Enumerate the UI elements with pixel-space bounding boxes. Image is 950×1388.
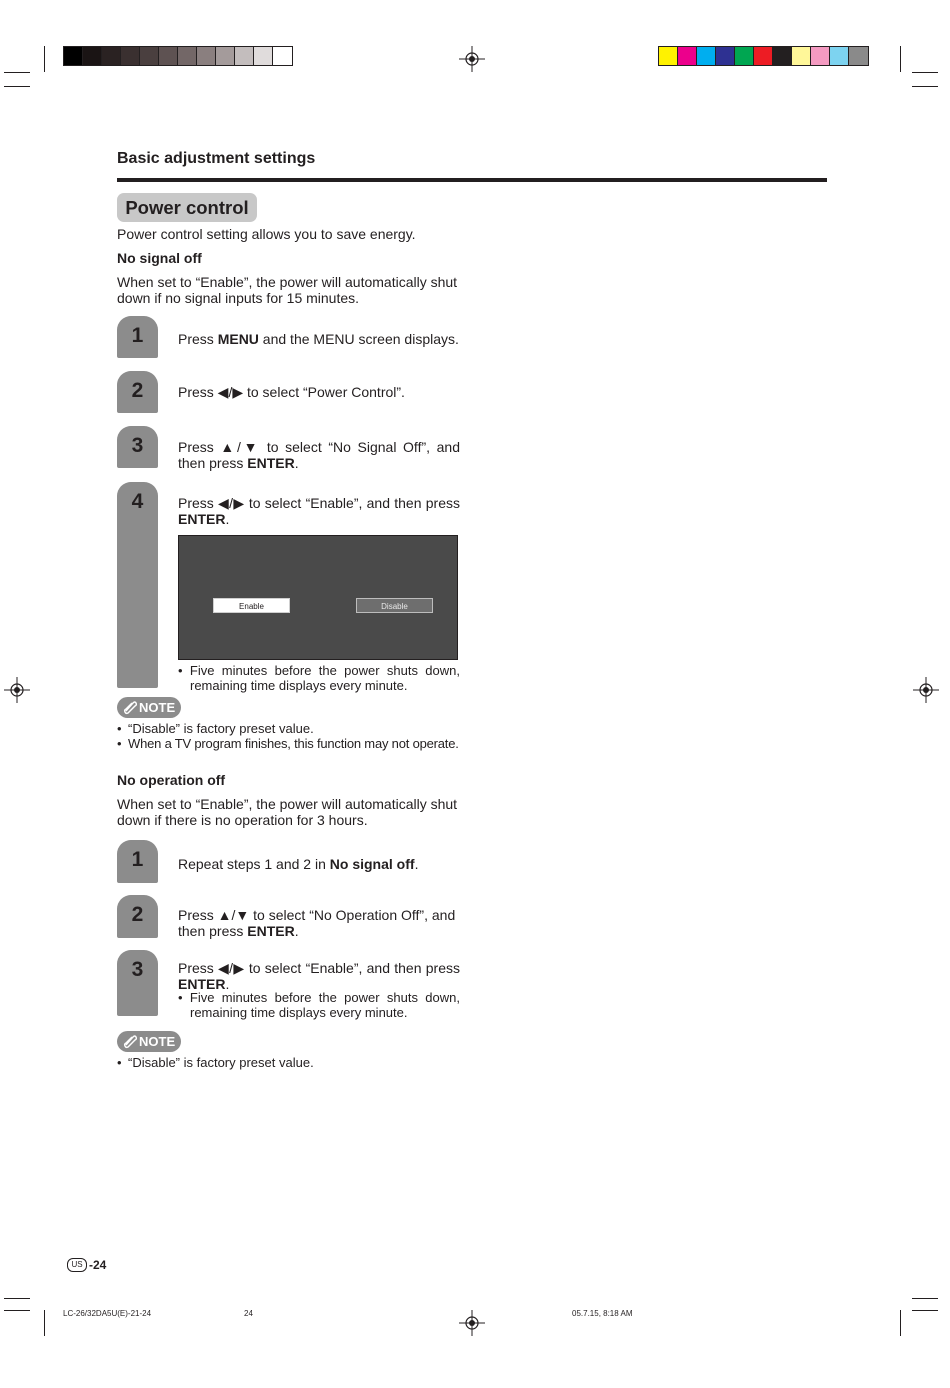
step-text: Repeat steps 1 and 2 in No signal off. — [178, 856, 419, 872]
step-text: Press MENU and the MENU screen displays. — [178, 331, 459, 347]
paperclip-icon — [122, 1033, 138, 1049]
crop-mark — [912, 86, 938, 87]
crop-mark — [44, 1310, 45, 1336]
note-item: • When a TV program finishes, this function may not operate. — [117, 736, 459, 751]
no-operation-description: When set to “Enable”, the power will automatically shut down if there is no operation for 3 hours. — [117, 796, 458, 828]
grayscale-bar — [63, 46, 293, 66]
step-number: 2 — [117, 895, 158, 938]
crop-mark — [912, 1298, 938, 1299]
paperclip-icon — [122, 699, 138, 715]
region-badge: US — [67, 1258, 87, 1272]
crop-mark — [912, 72, 938, 73]
header-rule — [117, 178, 827, 182]
registration-mark-icon — [4, 677, 30, 703]
color-swatch — [830, 47, 849, 65]
color-swatch — [773, 47, 792, 65]
registration-mark-icon — [459, 1310, 485, 1336]
no-signal-description: When set to “Enable”, the power will automatically shut down if no signal inputs for 15 minutes. — [117, 274, 458, 306]
crop-mark — [4, 1298, 30, 1299]
color-swatch — [140, 47, 159, 65]
step-bullet: • Five minutes before the power shuts down, remaining time displays every minute. — [178, 990, 460, 1020]
color-swatch — [792, 47, 811, 65]
color-swatch — [273, 47, 292, 65]
timestamp: 05.7.15, 8:18 AM — [572, 1309, 633, 1318]
color-swatch — [811, 47, 830, 65]
crop-mark — [4, 86, 30, 87]
registration-mark-icon — [459, 46, 485, 72]
color-swatch — [159, 47, 178, 65]
step-number: 1 — [117, 316, 158, 358]
color-swatch — [735, 47, 754, 65]
crop-mark — [912, 1310, 938, 1311]
step-text: Press ◀/▶ to select “Enable”, and then press ENTER. — [178, 495, 460, 527]
color-swatch — [197, 47, 216, 65]
crop-mark — [900, 1310, 901, 1336]
file-code: LC-26/32DA5U(E)-21-24 — [63, 1309, 152, 1318]
no-operation-heading: No operation off — [117, 772, 226, 788]
note-item: • “Disable” is factory preset value. — [117, 721, 314, 736]
color-bar — [658, 46, 869, 66]
page-title: Power control — [117, 193, 257, 222]
page-number: US -24 — [67, 1258, 106, 1272]
step-text: Press ▲/▼ to select “No Signal Off”, and then press ENTER. — [178, 439, 460, 471]
color-swatch — [716, 47, 735, 65]
note-badge: NOTE — [117, 1031, 181, 1052]
step-number: 3 — [117, 426, 158, 468]
color-swatch — [754, 47, 773, 65]
registration-mark-icon — [913, 677, 939, 703]
no-signal-heading: No signal off — [117, 250, 202, 266]
step-number: 3 — [117, 950, 158, 1016]
sheet-page: 24 — [244, 1309, 253, 1318]
intro-text: Power control setting allows you to save energy. — [117, 226, 416, 242]
color-swatch — [235, 47, 254, 65]
color-swatch — [659, 47, 678, 65]
step-number: 1 — [117, 840, 158, 883]
enable-option[interactable]: Enable — [213, 598, 290, 613]
color-swatch — [216, 47, 235, 65]
step-text: Press ◀/▶ to select “Enable”, and then press ENTER. — [178, 960, 460, 992]
tv-menu-screen — [178, 535, 458, 660]
color-swatch — [121, 47, 140, 65]
step-number: 4 — [117, 482, 158, 688]
step-text: Press ◀/▶ to select “Power Control”. — [178, 384, 405, 400]
crop-mark — [4, 72, 30, 73]
crop-mark — [44, 46, 45, 72]
section-header: Basic adjustment settings — [117, 150, 316, 167]
crop-mark — [4, 1310, 30, 1311]
color-swatch — [83, 47, 102, 65]
step-bullet: • Five minutes before the power shuts down, remaining time displays every minute. — [178, 663, 460, 693]
color-swatch — [678, 47, 697, 65]
color-swatch — [254, 47, 273, 65]
color-swatch — [849, 47, 868, 65]
disable-option[interactable]: Disable — [356, 598, 433, 613]
crop-mark — [900, 46, 901, 72]
step-text: Press ▲/▼ to select “No Operation Off”, and then press ENTER. — [178, 907, 456, 939]
note-item: • “Disable” is factory preset value. — [117, 1055, 314, 1070]
color-swatch — [697, 47, 716, 65]
color-swatch — [64, 47, 83, 65]
color-swatch — [178, 47, 197, 65]
color-swatch — [102, 47, 121, 65]
step-number: 2 — [117, 371, 158, 413]
note-badge: NOTE — [117, 697, 181, 718]
